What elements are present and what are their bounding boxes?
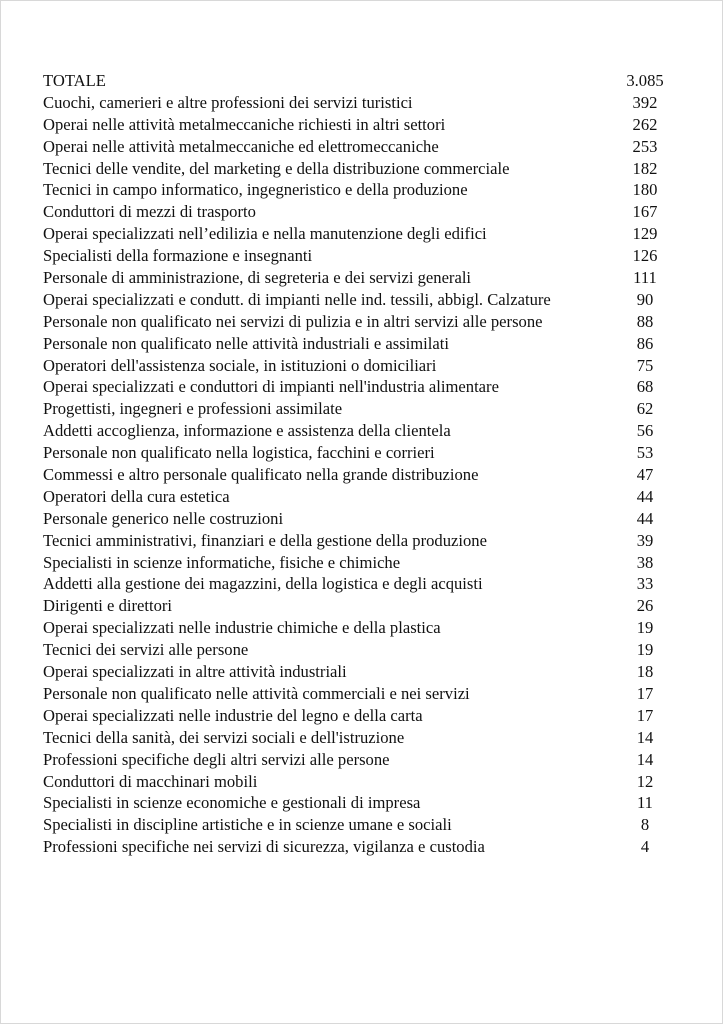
occupations-table bbox=[43, 70, 675, 858]
table-row bbox=[43, 508, 675, 530]
occupation-label: Operai nelle attività metalmeccaniche ed elettromeccaniche bbox=[43, 136, 439, 156]
occupation-value: 262 bbox=[632, 114, 658, 134]
occupation-label: Personale non qualificato nella logistica, facchini e corrieri bbox=[43, 443, 435, 463]
occupation-label: Personale generico nelle costruzioni bbox=[43, 508, 284, 528]
occupation-value: 126 bbox=[632, 246, 658, 266]
occupation-label: Commessi e altro personale qualificato nella grande distribuzione bbox=[43, 465, 479, 485]
occupation-value: 75 bbox=[636, 355, 654, 375]
table-row bbox=[43, 552, 675, 574]
occupation-value: 12 bbox=[636, 771, 654, 791]
table-row bbox=[43, 814, 675, 836]
occupation-value: 33 bbox=[636, 574, 654, 594]
occupation-value: 88 bbox=[636, 311, 654, 331]
table-row bbox=[43, 792, 675, 814]
occupation-value: 17 bbox=[636, 705, 654, 725]
table-row bbox=[43, 639, 675, 661]
occupation-label: Tecnici della sanità, dei servizi sociali e dell'istruzione bbox=[43, 727, 405, 747]
occupation-value: 180 bbox=[632, 180, 658, 200]
table-row bbox=[43, 158, 675, 180]
occupation-label: Specialisti in scienze economiche e gestionali di impresa bbox=[43, 793, 421, 813]
occupation-value: 18 bbox=[636, 662, 654, 682]
occupation-value: 11 bbox=[637, 793, 653, 813]
occupation-label: Progettisti, ingegneri e professioni assimilate bbox=[43, 399, 343, 419]
table-row bbox=[43, 573, 675, 595]
table-row bbox=[43, 595, 675, 617]
occupation-label: Addetti accoglienza, informazione e assistenza della clientela bbox=[43, 421, 451, 441]
occupation-value: 182 bbox=[632, 158, 658, 178]
occupation-value: 56 bbox=[636, 421, 654, 441]
table-row bbox=[43, 705, 675, 727]
table-row bbox=[43, 683, 675, 705]
occupation-label: Specialisti della formazione e insegnanti bbox=[43, 246, 313, 266]
table-row bbox=[43, 245, 675, 267]
total-value: 3.085 bbox=[626, 71, 664, 90]
occupation-value: 19 bbox=[636, 618, 654, 638]
occupation-value: 129 bbox=[632, 224, 658, 244]
table-row bbox=[43, 420, 675, 442]
occupation-value: 19 bbox=[636, 640, 654, 660]
occupation-value: 39 bbox=[636, 530, 654, 550]
occupation-label: Operatori dell'assistenza sociale, in istituzioni o domiciliari bbox=[43, 355, 437, 375]
occupation-value: 14 bbox=[636, 749, 654, 769]
table-row bbox=[43, 442, 675, 464]
occupation-value: 4 bbox=[640, 837, 650, 857]
table-row bbox=[43, 749, 675, 771]
occupation-value: 17 bbox=[636, 683, 654, 703]
occupation-value: 53 bbox=[636, 443, 654, 463]
total-row bbox=[43, 70, 675, 92]
occupation-label: Professioni specifiche nei servizi di sicurezza, vigilanza e custodia bbox=[43, 837, 485, 857]
table-row bbox=[43, 661, 675, 683]
occupation-value: 86 bbox=[636, 333, 654, 353]
occupation-label: Tecnici delle vendite, del marketing e della distribuzione commerciale bbox=[43, 158, 510, 178]
occupation-value: 44 bbox=[636, 508, 654, 528]
occupation-value: 68 bbox=[636, 377, 654, 397]
occupation-label: Cuochi, camerieri e altre professioni dei servizi turistici bbox=[43, 92, 413, 112]
occupation-value: 44 bbox=[636, 486, 654, 506]
occupation-label: Operai specializzati nelle industrie chimiche e della plastica bbox=[43, 618, 441, 638]
occupation-label: Dirigenti e direttori bbox=[43, 596, 173, 616]
occupation-value: 167 bbox=[632, 202, 658, 222]
occupation-label: Personale non qualificato nei servizi di pulizia e in altri servizi alle persone bbox=[43, 311, 543, 331]
table-row bbox=[43, 267, 675, 289]
table-row bbox=[43, 201, 675, 223]
occupation-label: Operai specializzati e conduttori di impianti nell'industria alimentare bbox=[43, 377, 499, 397]
total-label: TOTALE bbox=[43, 71, 106, 90]
occupation-value: 62 bbox=[636, 399, 654, 419]
occupation-label: Professioni specifiche degli altri servizi alle persone bbox=[43, 749, 390, 769]
table-row bbox=[43, 530, 675, 552]
occupation-value: 392 bbox=[632, 92, 658, 112]
occupation-value: 26 bbox=[636, 596, 654, 616]
occupation-label: Tecnici dei servizi alle persone bbox=[43, 640, 249, 660]
table-row bbox=[43, 223, 675, 245]
occupation-label: Personale non qualificato nelle attività industriali e assimilati bbox=[43, 333, 449, 353]
occupation-value: 111 bbox=[633, 268, 657, 288]
occupation-label: Conduttori di mezzi di trasporto bbox=[43, 202, 256, 222]
occupation-label: Tecnici amministrativi, finanziari e della gestione della produzione bbox=[43, 530, 487, 550]
table-row bbox=[43, 771, 675, 793]
table-row bbox=[43, 114, 675, 136]
occupation-label: Operai specializzati nelle industrie del legno e della carta bbox=[43, 705, 423, 725]
table-row bbox=[43, 289, 675, 311]
occupation-label: Specialisti in discipline artistiche e in scienze umane e sociali bbox=[43, 815, 452, 835]
table-row bbox=[43, 398, 675, 420]
occupation-value: 47 bbox=[636, 465, 654, 485]
table-row bbox=[43, 376, 675, 398]
occupation-label: Operai specializzati e condutt. di impianti nelle ind. tessili, abbigl. Calzature bbox=[43, 289, 551, 309]
occupation-label: Operai nelle attività metalmeccaniche richiesti in altri settori bbox=[43, 114, 446, 134]
occupation-label: Personale non qualificato nelle attività commerciali e nei servizi bbox=[43, 683, 470, 703]
occupation-label: Specialisti in scienze informatiche, fisiche e chimiche bbox=[43, 552, 401, 572]
table-row bbox=[43, 836, 675, 858]
occupation-label: Addetti alla gestione dei magazzini, della logistica e degli acquisti bbox=[43, 574, 483, 594]
occupation-value: 90 bbox=[636, 289, 654, 309]
occupation-value: 14 bbox=[636, 727, 654, 747]
table-row bbox=[43, 617, 675, 639]
occupation-label: Operatori della cura estetica bbox=[43, 486, 230, 506]
occupation-label: Operai specializzati nell’edilizia e nella manutenzione degli edifici bbox=[43, 224, 487, 244]
table-row bbox=[43, 311, 675, 333]
table-row bbox=[43, 464, 675, 486]
occupation-label: Personale di amministrazione, di segreteria e dei servizi generali bbox=[43, 268, 472, 288]
occupation-label: Tecnici in campo informatico, ingegneristico e della produzione bbox=[43, 180, 468, 200]
table-row bbox=[43, 727, 675, 749]
occupation-label: Conduttori di macchinari mobili bbox=[43, 771, 258, 791]
table-row bbox=[43, 333, 675, 355]
occupation-label: Operai specializzati in altre attività industriali bbox=[43, 662, 347, 682]
occupation-value: 38 bbox=[636, 552, 654, 572]
table-row bbox=[43, 136, 675, 158]
table-row bbox=[43, 92, 675, 114]
occupation-value: 8 bbox=[640, 815, 650, 835]
occupation-value: 253 bbox=[632, 136, 658, 156]
table-row bbox=[43, 355, 675, 377]
table-row bbox=[43, 179, 675, 201]
table-row bbox=[43, 486, 675, 508]
